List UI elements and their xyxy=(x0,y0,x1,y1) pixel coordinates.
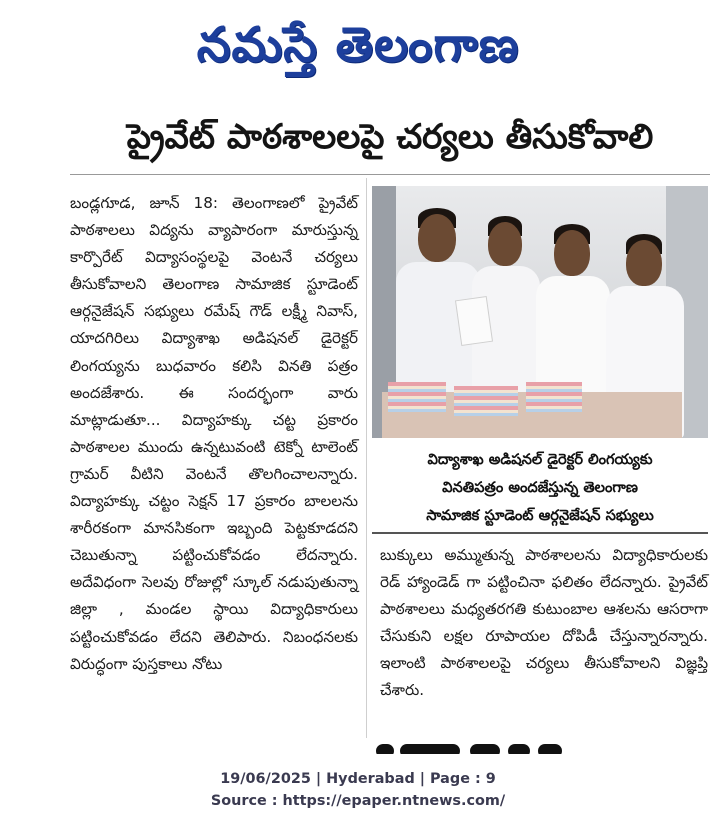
newspaper-masthead: నమస్తే తెలంగాణ xyxy=(196,17,520,73)
article-body-left-column xyxy=(70,190,358,678)
article-body-right-column xyxy=(380,542,708,705)
article-paragraph-left: బండ్లగూడ, జూన్ 18: తెలంగాణలో ప్రైవేట్ పాఠశాలలు విద్యను వ్యాపారంగా మారుస్తున్న కార్పొరేట్ విద్యాసంస్థలపై వెంటనే చర్యలు తీసుకోవాలని తెలంగాణ సామాజిక స్టూడెంట్ ఆర్గనైజేషన్ సభ్యులు రమేష్ గౌడ్ లక్ష్మీ నివాస్, యాదగిరిలు విద్యాశాఖ అడిషనల్ డైరెక్టర్ లింగయ్యను బుధవారం కలిసి వినతి పత్రం అందజేశారు. ఈ సందర్భంగా వారు మాట్లాడుతూ... విద్యాహక్కు చట్ట ప్రకారం పాఠశాలల ముందు ఉన్నటువంటి టెక్నో టాలెంట్ గ్రామర్ వీటిని వెంటనే తొలగించాలన్నారు. విద్యాహక్కు చట్టం సెక్షన్ 17 ప్రకారం బాలలను శారీరకంగా మానసికంగా ఇబ్బంది పెట్టకూడదని చెబుతున్నా పట్టించుకోవడం లేదన్నారు. అదేవిధంగా సెలవు రోజుల్లో స్కూల్ నడుపుతున్నా జిల్లా , మండల స్థాయి విద్యాధికారులు పట్టించుకోవడం లేదని తెలిపారు. నిబంధనలకు విరుద్ధంగా పుస్తకాలు నోటు xyxy=(70,194,358,673)
article-paragraph-right: బుక్కులు అమ్ముతున్న పాఠశాలలను విద్యాధికారులకు రెడ్ హ్యాండెడ్ గా పట్టించినా ఫలితం లేదన్నారు. ప్రైవేట్ పాఠశాలలు మధ్యతరగతి కుటుంబాల ఆశలను ఆసరాగా చేసుకుని లక్షల రూపాయల దోపిడీ చేస్తున్నారన్నారు. ఇలాంటి పాఠశాలలపై చర్యలు తీసుకోవాలని విజ్ఞప్తి చేశారు. xyxy=(380,546,708,700)
photo-caption-line: విద్యాశాఖ అడిషనల్ డైరెక్టర్ లింగయ్యకు xyxy=(427,451,653,468)
news-photo xyxy=(372,186,708,438)
photo-book-stack xyxy=(526,382,582,412)
article-headline: ప్రైవేట్ పాఠశాలలపై చర్యలు తీసుకోవాలి xyxy=(126,117,654,157)
photo-petition-paper xyxy=(455,296,493,346)
column-divider xyxy=(366,178,367,738)
photo-book-stack xyxy=(388,382,446,412)
source-link[interactable]: Source : https://epaper.ntnews.com/ xyxy=(210,793,506,809)
edition-info: 19/06/2025 | Hyderabad | Page : 9 xyxy=(220,771,496,787)
page-footer xyxy=(0,768,716,812)
photo-caption-line: సామాజిక స్టూడెంట్ ఆర్గనైజేషన్ సభ్యులు xyxy=(426,507,654,524)
headline-divider xyxy=(70,174,710,175)
photo-book-stack xyxy=(454,386,518,416)
caption-divider xyxy=(372,532,708,534)
photo-caption-line: వినతిపత్రం అందజేస్తున్న తెలంగాణ xyxy=(442,479,638,496)
photo-caption xyxy=(372,446,708,530)
clipped-next-headline xyxy=(366,744,566,754)
